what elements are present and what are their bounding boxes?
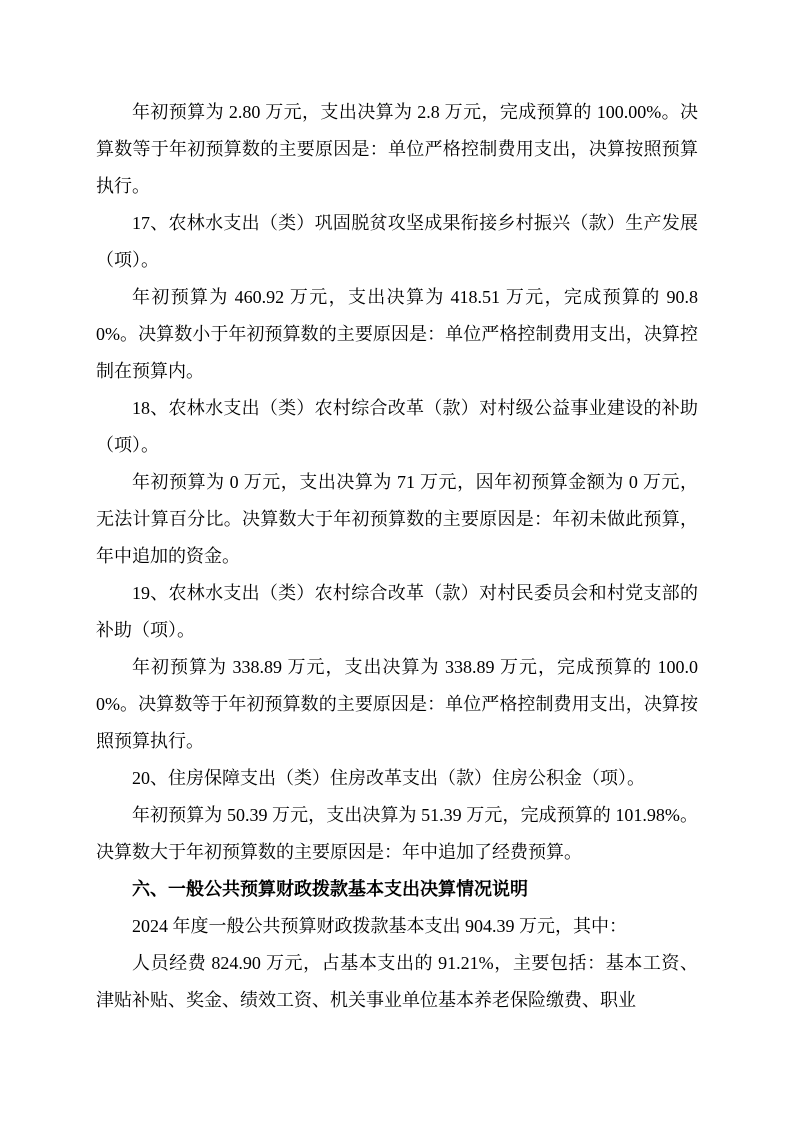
body-paragraph-basic-expenditure-total: 2024 年度一般公共预算财政拨款基本支出 904.39 万元，其中： [132,916,627,936]
list-item-20-title: 20、住房保障支出（类）住房改革支出（款）住房公积金（项）。 [132,768,645,788]
list-item-17-title: 17、农林水支出（类）巩固脱贫攻坚成果衔接乡村振兴（款）生产发展（项）。 [96,213,698,270]
section-heading-six: 六、一般公共预算财政拨款基本支出决算情况说明 [132,879,528,899]
body-paragraph-budget-item-20-detail: 年初预算为 50.39 万元，支出决算为 51.39 万元，完成预算的 101.98%。决算数大于年初预算数的主要原因是：年中追加了经费预算。 [96,805,698,862]
list-item-18-title: 18、农林水支出（类）农村综合改革（款）对村级公益事业建设的补助（项）。 [96,398,698,455]
body-paragraph-budget-item-16-detail: 年初预算为 2.80 万元，支出决算为 2.8 万元，完成预算的 100.00%。决算数等于年初预算数的主要原因是：单位严格控制费用支出，决算按照预算执行。 [96,102,698,196]
body-paragraph-budget-item-19-detail: 年初预算为 338.89 万元，支出决算为 338.89 万元，完成预算的 100.00%。决算数等于年初预算数的主要原因是：单位严格控制费用支出，决算按照预算执行。 [96,657,698,751]
body-paragraph-budget-item-18-detail: 年初预算为 0 万元，支出决算为 71 万元，因年初预算金额为 0 万元，无法计算百分比。决算数大于年初预算数的主要原因是：年初未做此预算，年中追加的资金。 [96,472,698,566]
body-paragraph-budget-item-17-detail: 年初预算为 460.92 万元，支出决算为 418.51 万元，完成预算的 90.80%。决算数小于年初预算数的主要原因是：单位严格控制费用支出，决算控制在预算内。 [96,287,698,381]
body-paragraph-personnel-expense: 人员经费 824.90 万元，占基本支出的 91.21%，主要包括：基本工资、津贴补贴、奖金、绩效工资、机关事业单位基本养老保险缴费、职业 [96,953,698,1010]
list-item-19-title: 19、农林水支出（类）农村综合改革（款）对村民委员会和村党支部的补助（项）。 [96,583,698,640]
document-content [96,94,698,1019]
